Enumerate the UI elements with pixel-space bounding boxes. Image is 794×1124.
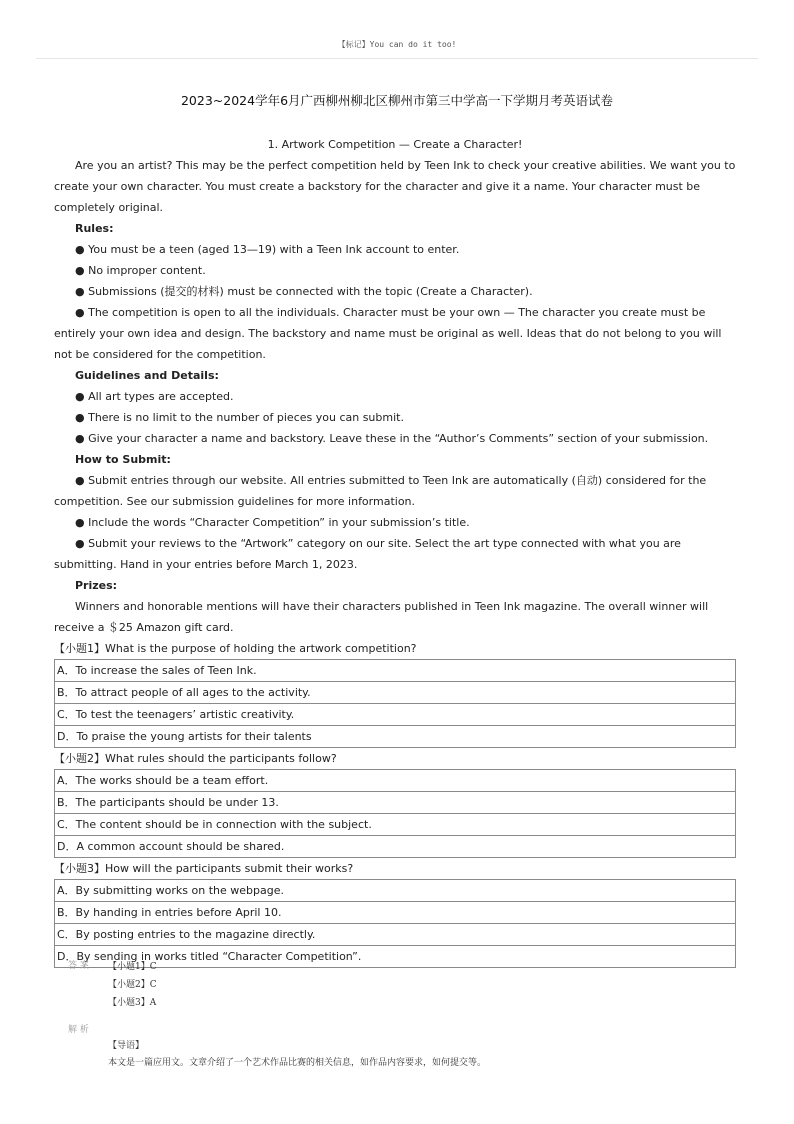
- option-d[interactable]: D．A common account should be shared.: [55, 836, 736, 858]
- option-c[interactable]: C．The content should be in connection with the subject.: [55, 814, 736, 836]
- options-table-3: [54, 879, 736, 968]
- options-table-2: [54, 769, 736, 858]
- answer-line: 【小题3】A: [108, 998, 157, 1008]
- submit-item: ● Submit your reviews to the “Artwork” category on our site. Select the art type connected with what you are submitting. Hand in your entries before March 1, 2023.: [54, 537, 681, 571]
- answer-label: 答 案: [68, 961, 89, 971]
- option-d[interactable]: D．To praise the young artists for their talents: [55, 726, 736, 748]
- guideline-item: ● All art types are accepted.: [75, 390, 234, 403]
- analysis-label: 解 析: [68, 1025, 89, 1035]
- page-title: 2023~2024学年6月广西柳州柳北区柳州市第三中学高一下学期月考英语试卷: [180, 93, 614, 108]
- option-b[interactable]: B．The participants should be under 13.: [55, 792, 736, 814]
- option-c[interactable]: C．To test the teenagers’ artistic creativity.: [55, 704, 736, 726]
- guidelines-heading: Guidelines and Details:: [75, 369, 219, 382]
- answer-line: 【小题1】C: [108, 962, 157, 972]
- options-table-1: [54, 659, 736, 748]
- answer-line: 【小题2】C: [108, 980, 157, 990]
- analysis-body: [108, 1038, 486, 1072]
- option-a[interactable]: A．To increase the sales of Teen Ink.: [55, 660, 736, 682]
- rules-heading: Rules:: [75, 222, 114, 235]
- option-b[interactable]: B．By handing in entries before April 10.: [55, 902, 736, 924]
- prizes-text: Winners and honorable mentions will have their characters published in Teen Ink magazine. The overall winner will receive a ＄25 Amazon gift card.: [54, 600, 709, 634]
- question-stem-2: 【小题2】What rules should the participants follow?: [54, 752, 337, 765]
- option-d[interactable]: D．By sending in works titled “Character Competition”.: [55, 946, 736, 968]
- guideline-item: ● Give your character a name and backstory. Leave these in the “Author’s Comments” section of your submission.: [75, 432, 709, 445]
- rule-item: ● Submissions (提交的材料) must be connected with the topic (Create a Character).: [75, 285, 533, 298]
- option-a[interactable]: A．By submitting works on the webpage.: [55, 880, 736, 902]
- rule-item: ● You must be a teen (aged 13—19) with a Teen Ink account to enter.: [75, 243, 460, 256]
- option-a[interactable]: A．The works should be a team effort.: [55, 770, 736, 792]
- prizes-heading: Prizes:: [75, 579, 118, 592]
- analysis-guide-heading: 【导语】: [108, 1041, 145, 1051]
- guideline-item: ● There is no limit to the number of pieces you can submit.: [75, 411, 404, 424]
- rule-item: ● The competition is open to all the individuals. Character must be your own — The character you create must be entirely your own idea and design. The backstory and name must be original as well. Ideas that do not belong to you will not be considered for the competition.: [54, 306, 722, 361]
- header-note: 【标记】You can do it too!: [337, 40, 457, 49]
- passage-heading: 1. Artwork Competition — Create a Character!: [267, 138, 523, 151]
- question-stem-1: 【小题1】What is the purpose of holding the artwork competition?: [54, 642, 417, 655]
- submit-heading: How to Submit:: [75, 453, 171, 466]
- analysis-guide-text: 本文是一篇应用文。文章介绍了一个艺术作品比赛的相关信息，如作品内容要求，如何提交等。: [108, 1058, 487, 1068]
- passage-intro: Are you an artist? This may be the perfect competition held by Teen Ink to check your creative abilities. We want you to create your own character. You must create a backstory for the character and give it a name. Your character must be completely original.: [54, 159, 736, 214]
- option-c[interactable]: C．By posting entries to the magazine directly.: [55, 924, 736, 946]
- option-b[interactable]: B．To attract people of all ages to the activity.: [55, 682, 736, 704]
- rule-item: ● No improper content.: [75, 264, 206, 277]
- answer-list: [108, 958, 157, 1012]
- submit-item: ● Include the words “Character Competition” in your submission’s title.: [75, 516, 470, 529]
- exam-content: [54, 134, 736, 968]
- submit-item: ● Submit entries through our website. All entries submitted to Teen Ink are automatically (自动) considered for the competition. See our submission guidelines for more information.: [54, 474, 707, 508]
- question-stem-3: 【小题3】How will the participants submit their works?: [54, 862, 354, 875]
- header-divider: [36, 58, 758, 59]
